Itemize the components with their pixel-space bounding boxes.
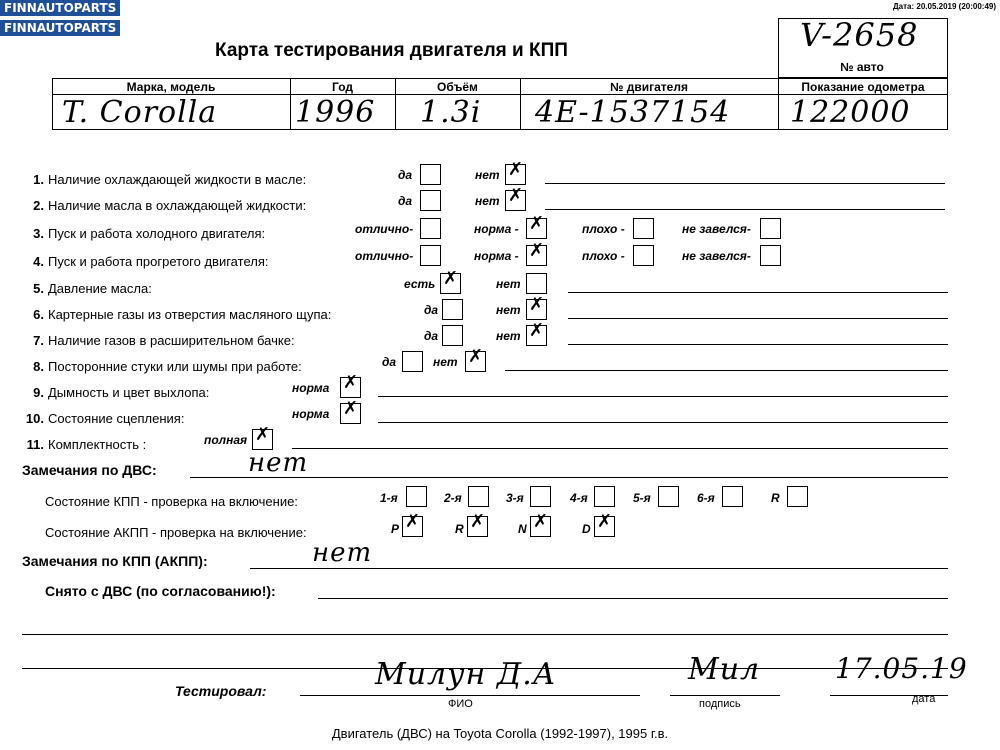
- checkbox[interactable]: [420, 164, 441, 185]
- checkbox[interactable]: [787, 486, 808, 507]
- answer-line: [505, 370, 948, 371]
- question-7: [22, 333, 295, 348]
- question-number: 7.: [33, 333, 44, 348]
- question-number: 10.: [25, 411, 44, 426]
- check-mark-icon: ✗: [405, 511, 421, 532]
- question-2: [22, 198, 306, 213]
- question-text: Пуск и работа холодного двигателя:: [48, 226, 266, 241]
- option-label: нет: [496, 303, 521, 317]
- option-label: норма -: [474, 222, 519, 236]
- checkbox[interactable]: [760, 245, 781, 266]
- removed-label: Снято с ДВС (по согласованию!):: [45, 583, 276, 599]
- checkbox[interactable]: [442, 299, 463, 320]
- question-9: [22, 385, 209, 400]
- header-col-engine: № двигателя: [610, 80, 688, 94]
- checkbox[interactable]: [594, 511, 615, 537]
- check-mark-icon: ✗: [468, 346, 484, 367]
- question-number: 4.: [33, 254, 44, 269]
- question-text: Давление масла:: [48, 281, 152, 296]
- answer-line: [190, 477, 948, 478]
- question-number: 1.: [33, 172, 44, 187]
- check-mark-icon: ✗: [508, 159, 524, 180]
- auto-number-value: V-2658: [800, 16, 919, 54]
- question-text: Комплектность :: [48, 437, 147, 452]
- question-text: Наличие газов в расширительном бачке:: [48, 333, 295, 348]
- question-11: [22, 437, 146, 452]
- checkbox[interactable]: [526, 213, 547, 239]
- answer-line: [22, 634, 948, 635]
- gear-label: R: [771, 491, 780, 505]
- footer-caption: Двигатель (ДВС) на Toyota Corolla (1992-1997), 1995 г.в.: [331, 726, 669, 741]
- gear-label: 2-я: [444, 491, 462, 505]
- checkbox[interactable]: [420, 190, 441, 211]
- kpp-remarks-value: нет: [312, 538, 373, 568]
- option-label: да: [398, 168, 413, 182]
- question-8: [22, 359, 302, 374]
- question-text: Пуск и работа прогретого двигателя:: [48, 254, 269, 269]
- checkbox[interactable]: [526, 320, 547, 346]
- print-date: Дата: 20.05.2019 (20:00:49): [892, 2, 996, 11]
- check-mark-icon: ✗: [529, 294, 545, 315]
- odometer-value: 122000: [790, 95, 911, 130]
- question-number: 6.: [33, 307, 44, 322]
- gear-label: 3-я: [506, 491, 524, 505]
- option-label: нет: [496, 277, 521, 291]
- question-number: 3.: [33, 226, 44, 241]
- akpp-label: Состояние АКПП - проверка на включение:: [45, 525, 307, 540]
- check-mark-icon: ✗: [533, 511, 549, 532]
- check-mark-icon: ✗: [529, 240, 545, 261]
- answer-line: [250, 568, 948, 569]
- date-value: 17.05.19: [835, 652, 968, 685]
- dvs-remarks-value: нет: [248, 448, 309, 478]
- question-4: [22, 254, 268, 269]
- kpp-remarks-label: Замечания по КПП (АКПП):: [22, 553, 208, 569]
- date-caption: дата: [912, 693, 936, 705]
- checkbox[interactable]: [722, 486, 743, 507]
- checkbox[interactable]: [467, 511, 488, 537]
- volume-value: 1.3i: [420, 95, 482, 130]
- option-label: да: [382, 355, 397, 369]
- checkbox[interactable]: [340, 372, 361, 398]
- checkbox[interactable]: [406, 486, 427, 507]
- checkbox[interactable]: [340, 398, 361, 424]
- question-number: 11.: [26, 437, 44, 452]
- checkbox[interactable]: [402, 511, 423, 537]
- checkbox[interactable]: [465, 346, 486, 372]
- check-mark-icon: ✗: [470, 511, 486, 532]
- signature: Мил: [688, 652, 761, 687]
- answer-line: [568, 318, 948, 319]
- checkbox[interactable]: [526, 240, 547, 266]
- auto-number-label: № авто: [840, 60, 884, 74]
- question-text: Дымность и цвет выхлопа:: [48, 385, 210, 400]
- checkbox[interactable]: [594, 486, 615, 507]
- tester-name: Милун Д.А: [375, 657, 557, 692]
- checkbox[interactable]: [420, 218, 441, 239]
- page-title: Карта тестирования двигателя и КПП: [215, 40, 568, 61]
- gear-label: R: [455, 522, 464, 536]
- answer-line: [378, 396, 948, 397]
- question-number: 5.: [33, 281, 44, 296]
- option-label: есть: [404, 277, 436, 291]
- checkbox[interactable]: [252, 424, 273, 450]
- check-mark-icon: ✗: [443, 268, 459, 289]
- checkbox[interactable]: [760, 218, 781, 239]
- answer-line: [378, 422, 948, 423]
- check-mark-icon: ✗: [529, 320, 545, 341]
- option-label: нет: [433, 355, 458, 369]
- option-label: не завелся-: [682, 249, 751, 263]
- checkbox[interactable]: [402, 351, 423, 372]
- question-5: [22, 281, 152, 296]
- sign-caption: подпись: [699, 698, 741, 710]
- checkbox[interactable]: [633, 218, 654, 239]
- question-text: Наличие охлаждающей жидкости в масле:: [48, 172, 307, 187]
- option-label: не завелся-: [682, 222, 751, 236]
- question-text: Посторонние стуки или шумы при работе:: [48, 359, 302, 374]
- header-col-odometer: Показание одометра: [801, 80, 925, 94]
- tested-label: Тестировал:: [175, 683, 267, 699]
- checkbox[interactable]: [505, 185, 526, 211]
- question-text: Наличие масла в охлаждающей жидкости:: [48, 198, 307, 213]
- kpp-label: Состояние КПП - проверка на включение:: [45, 494, 298, 509]
- option-label: норма -: [474, 249, 519, 263]
- gear-label: 5-я: [633, 491, 651, 505]
- option-label: норма: [292, 407, 330, 421]
- question-number: 2.: [33, 198, 44, 213]
- gear-label: 4-я: [570, 491, 588, 505]
- option-label: да: [424, 329, 439, 343]
- option-label: полная: [204, 433, 248, 447]
- answer-line: [545, 209, 945, 210]
- answer-line: [318, 598, 948, 599]
- model-value: T. Corolla: [62, 95, 218, 130]
- year-value: 1996: [295, 95, 376, 130]
- option-label: нет: [496, 329, 521, 343]
- option-label: нет: [475, 194, 500, 208]
- checkbox[interactable]: [440, 268, 461, 294]
- question-3: [22, 226, 265, 241]
- checkbox[interactable]: [420, 245, 441, 266]
- option-label: плохо -: [582, 222, 625, 236]
- dvs-remarks-label: Замечания по ДВС:: [22, 462, 157, 478]
- check-mark-icon: ✗: [529, 213, 545, 234]
- gear-label: P: [391, 522, 400, 536]
- question-10: [22, 411, 184, 426]
- question-number: 9.: [33, 385, 44, 400]
- gear-label: 6-я: [697, 491, 715, 505]
- header-col-year: Год: [332, 80, 353, 94]
- sign-line: [670, 695, 780, 696]
- check-mark-icon: ✗: [597, 511, 613, 532]
- checkbox[interactable]: [526, 294, 547, 320]
- watermark-bottom: FINNAUTOPARTS: [0, 20, 120, 36]
- gear-label: 1-я: [380, 491, 398, 505]
- option-label: да: [424, 303, 439, 317]
- checkbox[interactable]: [526, 273, 547, 294]
- question-text: Картерные газы из отверстия масляного щупа:: [48, 307, 332, 322]
- gear-label: D: [582, 522, 591, 536]
- check-mark-icon: ✗: [343, 372, 359, 393]
- option-label: нет: [475, 168, 500, 182]
- checkbox[interactable]: [530, 486, 551, 507]
- check-mark-icon: ✗: [508, 185, 524, 206]
- header-col-volume: Объём: [437, 80, 478, 94]
- question-1: [22, 172, 306, 187]
- option-label: отлично-: [355, 222, 414, 236]
- answer-line: [292, 448, 948, 449]
- question-number: 8.: [33, 359, 44, 374]
- answer-line: [568, 292, 948, 293]
- answer-line: [545, 183, 945, 184]
- header-col-model: Марка, модель: [126, 80, 216, 94]
- checkbox[interactable]: [530, 511, 551, 537]
- question-text: Состояние сцепления:: [48, 411, 185, 426]
- watermark-top: FINNAUTOPARTS: [0, 0, 120, 16]
- name-line: [300, 695, 640, 696]
- option-label: да: [398, 194, 413, 208]
- gear-label: N: [518, 522, 527, 536]
- checkbox[interactable]: [633, 245, 654, 266]
- checkbox[interactable]: [442, 325, 463, 346]
- fio-caption: ФИО: [448, 698, 473, 710]
- question-6: [22, 307, 331, 322]
- answer-line: [568, 344, 948, 345]
- engine-number-value: 4E-1537154: [535, 95, 731, 130]
- checkbox[interactable]: [505, 159, 526, 185]
- checkbox[interactable]: [658, 486, 679, 507]
- check-mark-icon: ✗: [343, 398, 359, 419]
- check-mark-icon: ✗: [255, 424, 271, 445]
- option-label: плохо -: [582, 249, 625, 263]
- option-label: норма: [292, 381, 330, 395]
- option-label: отлично-: [355, 249, 414, 263]
- checkbox[interactable]: [468, 486, 489, 507]
